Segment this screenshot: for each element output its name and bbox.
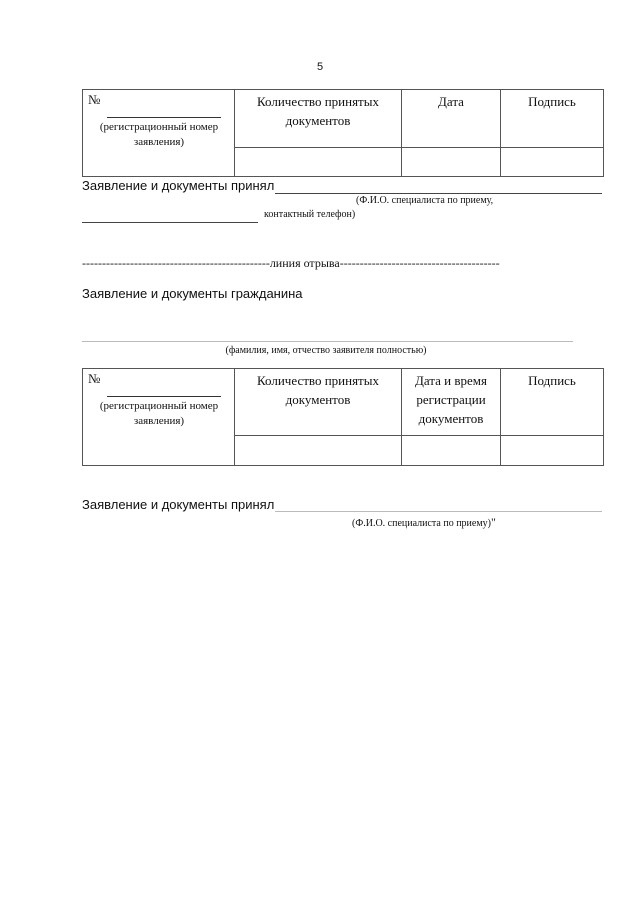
citizen-label: Заявление и документы гражданина (82, 286, 303, 301)
phone-line (82, 222, 258, 223)
citizen-name-caption: (фамилия, имя, отчество заявителя полностью) (225, 345, 427, 356)
registration-number-cell-2 (83, 369, 235, 466)
documents-count-value[interactable] (235, 148, 402, 177)
specialist-line-2 (275, 511, 602, 512)
registration-number-caption-2: (регистрационный номер заявления) (99, 400, 219, 427)
date-value[interactable] (402, 148, 501, 177)
specialist-line-1 (275, 193, 602, 194)
specialist-fio-caption-1: (Ф.И.О. специалиста по приему, (356, 195, 494, 206)
registration-number-cell (83, 90, 235, 177)
receipt-table-2 (82, 368, 604, 466)
registration-number-caption: (регистрационный номер заявления) (99, 121, 219, 148)
specialist-fio-caption-2 (352, 515, 496, 530)
number-sign: № (88, 92, 101, 107)
registration-number-line (107, 117, 221, 118)
signature-header-2: Подпись (501, 369, 604, 436)
number-sign-2: № (88, 371, 101, 386)
citizen-name-line (82, 341, 573, 342)
signature-value[interactable] (501, 148, 604, 177)
specialist-fio-caption-2-text: (Ф.И.О. специалиста по приему) (352, 518, 491, 529)
tear-line: -----------------------------------------------линия отрыва---------------------------------------- (82, 256, 500, 270)
page-number: 5 (316, 61, 324, 73)
accepted-label-2: Заявление и документы принял (82, 497, 275, 512)
registration-number-line-2 (107, 396, 221, 397)
signature-header: Подпись (501, 90, 604, 148)
signature-value-2[interactable] (501, 436, 604, 466)
datetime-value[interactable] (402, 436, 501, 466)
documents-count-header: Количество принятых документов (235, 90, 402, 148)
datetime-header: Дата и время регистрации документов (402, 369, 501, 436)
documents-count-value-2[interactable] (235, 436, 402, 466)
receipt-table-1 (82, 89, 604, 177)
date-header: Дата (402, 90, 501, 148)
phone-caption: контактный телефон) (264, 209, 356, 220)
accepted-label-1: Заявление и документы принял (82, 178, 275, 193)
documents-count-header-2: Количество принятых документов (235, 369, 402, 436)
closing-quote: " (491, 515, 496, 529)
